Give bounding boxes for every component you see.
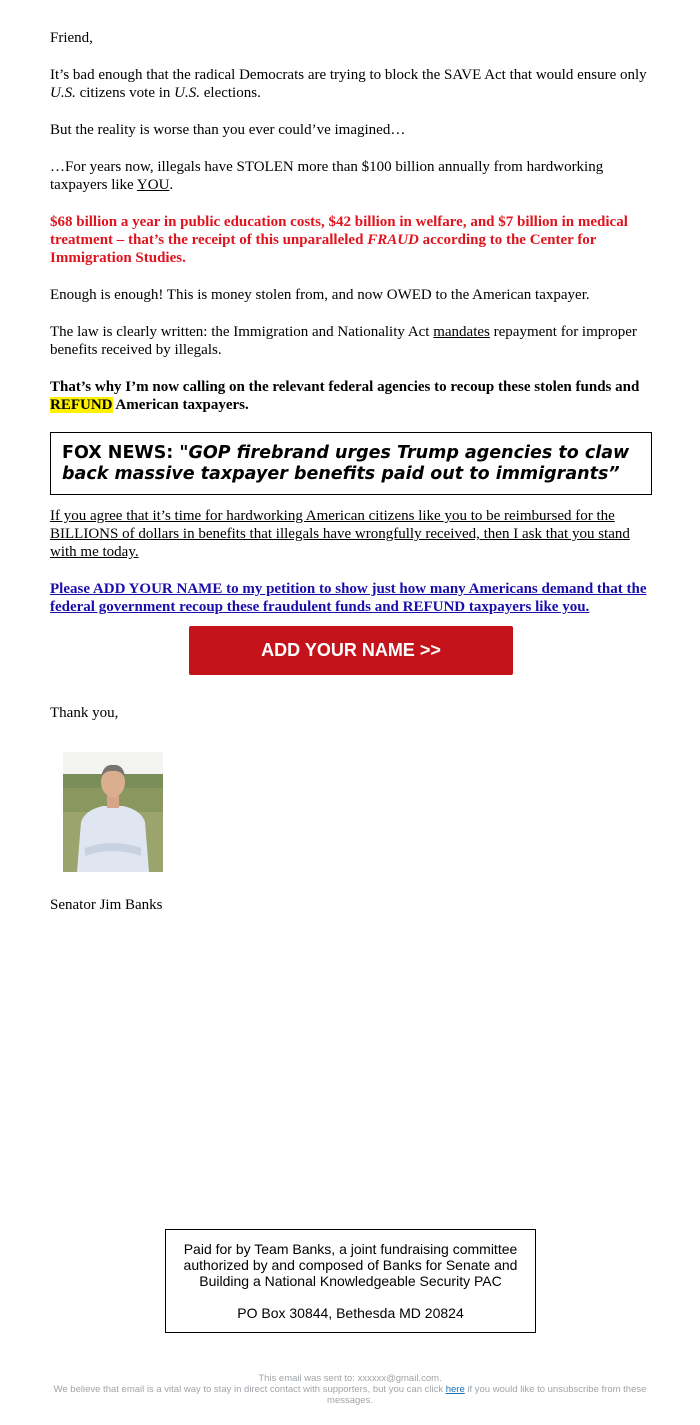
text: $68 billion a year in public education costs, $42 billion in welfare, and $7 billion in medical treatment – that’s the receipt of this unparalleled bbox=[50, 214, 628, 248]
paragraph-red bbox=[50, 213, 652, 267]
paragraph-2: But the reality is worse than you ever could’ve imagined… bbox=[50, 122, 406, 138]
text: mandates bbox=[433, 324, 490, 340]
paragraph-7 bbox=[50, 378, 652, 414]
email-footer bbox=[45, 1373, 655, 1406]
text: if you would like to unsubscribe from these messages. bbox=[327, 1384, 647, 1406]
text: That’s why I’m now calling on the relevant federal agencies to recoup these stolen funds and bbox=[50, 379, 640, 395]
paid-for-box bbox=[165, 1229, 536, 1333]
text: American taxpayers. bbox=[112, 397, 249, 413]
text: according to the Center for Immigration Studies. bbox=[50, 232, 597, 266]
text: U.S. bbox=[50, 85, 76, 101]
signature: Senator Jim Banks bbox=[50, 897, 163, 913]
fox-news-quote-box bbox=[50, 432, 652, 495]
paragraph-8: If you agree that it’s time for hardworking American citizens like you to be reimbursed for the BILLIONS of dollars in benefits that illegals have wrongfully received, then I ask that you stand with me today. bbox=[50, 508, 630, 560]
petition-link[interactable]: Please ADD YOUR NAME to my petition to show just how many Americans demand that the federal government recoup these fraudulent funds and REFUND taxpayers like you. bbox=[50, 581, 647, 615]
paragraph-5: Enough is enough! This is money stolen from, and now OWED to the American taxpayer. bbox=[50, 287, 590, 303]
address: PO Box 30844, Bethesda MD 20824 bbox=[237, 1305, 464, 1321]
text: . bbox=[169, 177, 174, 193]
text: elections. bbox=[200, 85, 261, 101]
text: YOU bbox=[136, 177, 170, 193]
quote-source: FOX NEWS: bbox=[62, 443, 180, 463]
add-your-name-button[interactable]: ADD YOUR NAME >> bbox=[189, 626, 513, 675]
paid-for-text: Paid for by Team Banks, a joint fundraising committee authorized by and composed of Banks for Senate and Building a National Knowledgeable Security PAC bbox=[183, 1241, 518, 1289]
text: FRAUD bbox=[367, 232, 419, 248]
paragraph-1 bbox=[50, 66, 652, 102]
paragraph-6 bbox=[50, 323, 652, 359]
text: It’s bad enough that the radical Democrats are trying to block the SAVE Act that would ensure only bbox=[50, 67, 647, 83]
text: We believe that email is a vital way to stay in direct contact with supporters, but you can click bbox=[53, 1384, 446, 1395]
text: …For years now, illegals have STOLEN more than $100 billion annually from hardworking taxpayers like bbox=[50, 159, 604, 193]
quote-text: "GOP firebrand urges Trump agencies to claw back massive taxpayer benefits paid out to immigrants” bbox=[62, 443, 630, 484]
text: U.S. bbox=[174, 85, 200, 101]
unsubscribe-link[interactable]: here bbox=[445, 1384, 465, 1395]
text: The law is clearly written: the Immigration and Nationality Act bbox=[50, 324, 434, 340]
text: repayment for improper benefits received by illegals. bbox=[50, 324, 637, 358]
senator-photo bbox=[63, 752, 163, 872]
highlighted-text: REFUND bbox=[50, 397, 113, 413]
sent-to-text: This email was sent to: xxxxxx@gmail.com. bbox=[258, 1373, 442, 1384]
unsubscribe-text bbox=[45, 1384, 655, 1406]
email-body bbox=[50, 29, 652, 933]
text: citizens vote in bbox=[75, 85, 175, 101]
greeting: Friend, bbox=[50, 30, 93, 46]
paragraph-3 bbox=[50, 158, 652, 194]
signoff: Thank you, bbox=[50, 705, 119, 721]
